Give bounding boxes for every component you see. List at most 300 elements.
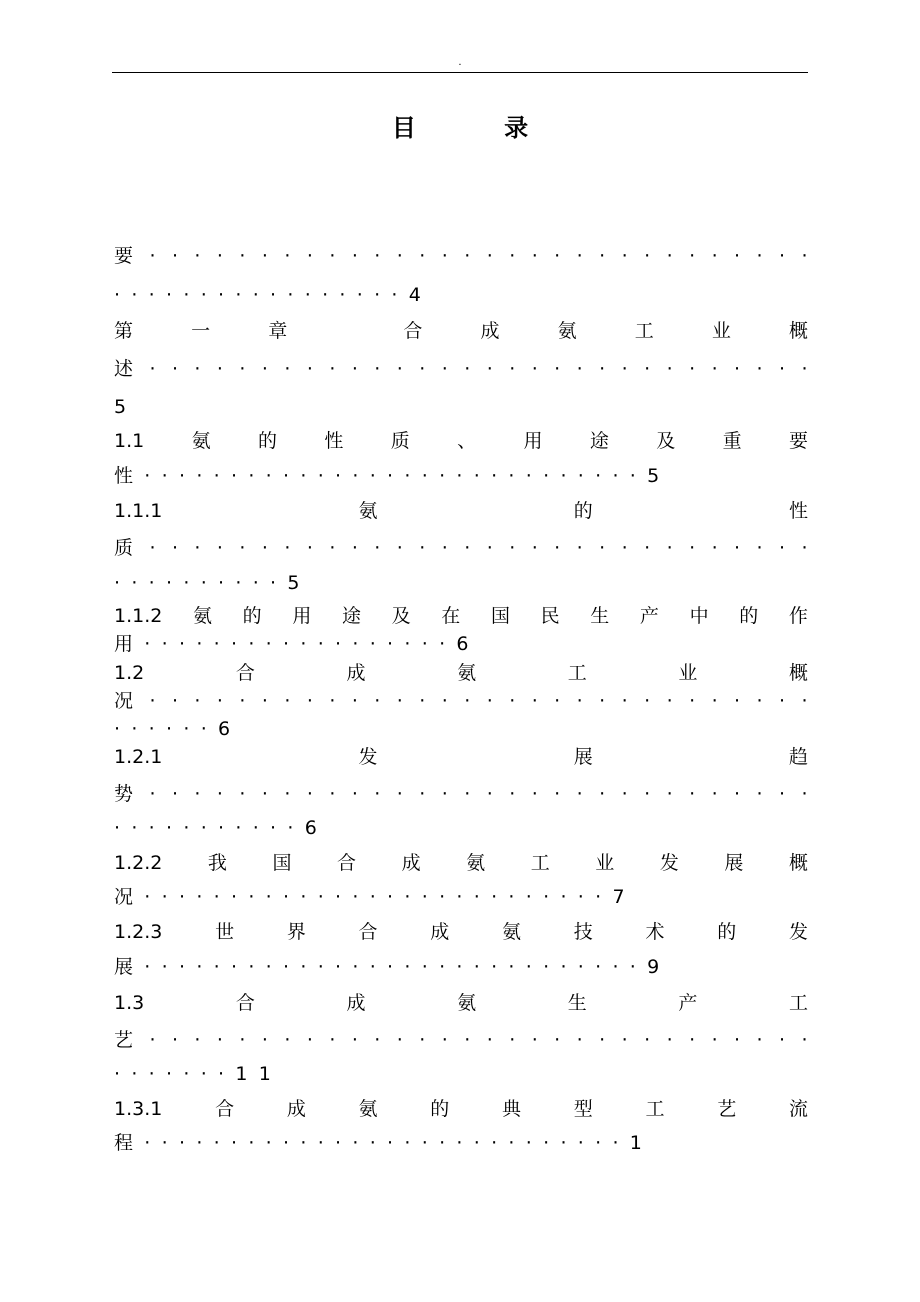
toc-token: 氨 — [193, 605, 213, 627]
leader-dot: · — [666, 245, 673, 267]
leader-dot: · — [801, 245, 808, 267]
leader-dot: · — [779, 537, 786, 559]
leader-dot: · — [239, 1029, 246, 1051]
leader-dot: · — [531, 783, 538, 805]
toc-line — [114, 1027, 808, 1053]
toc-line — [114, 781, 808, 807]
leader-dot: · — [621, 245, 628, 267]
leader-dot: · — [261, 783, 268, 805]
toc-line — [114, 688, 808, 714]
leader-dot: · — [216, 537, 223, 559]
leader-dot: · — [486, 690, 493, 712]
toc-token: 概 — [788, 320, 808, 342]
toc-line — [114, 1061, 808, 1087]
leader-dot: · — [396, 245, 403, 267]
leader-dot: · — [689, 245, 696, 267]
toc-token: 成 — [346, 992, 366, 1014]
leader-dot: · — [801, 358, 808, 380]
toc-token: 质 — [114, 537, 134, 559]
toc-line — [114, 603, 808, 629]
leader-dot: · — [666, 783, 673, 805]
leader-dot: · — [554, 537, 561, 559]
leader-dot: · — [239, 245, 246, 267]
leader-dot: · — [351, 358, 358, 380]
leader-dot: · — [239, 537, 246, 559]
toc-line — [114, 498, 808, 524]
leader-dot: · — [239, 690, 246, 712]
toc-token: 1.2.3 — [114, 921, 163, 943]
toc-line — [114, 744, 808, 770]
leader-dot: · — [374, 245, 381, 267]
leader-dot: · — [734, 1029, 741, 1051]
leader-dot: · — [306, 783, 313, 805]
toc-token: 氨 — [466, 852, 486, 874]
toc-line — [114, 884, 808, 910]
leader-dot: · — [284, 358, 291, 380]
leader-dot: · — [599, 358, 606, 380]
toc-line — [114, 428, 808, 454]
leader-dot: · — [441, 245, 448, 267]
toc-line — [114, 570, 808, 596]
leader-dot: · — [689, 783, 696, 805]
leader-dot: · — [464, 690, 471, 712]
leader-dot: · — [329, 358, 336, 380]
toc-text: ·······11 — [114, 1063, 283, 1085]
toc-token: 中 — [689, 605, 709, 627]
toc-line — [114, 463, 808, 489]
toc-text: ······6 — [114, 718, 242, 740]
leader-dot: · — [441, 537, 448, 559]
toc-token: 艺 — [717, 1098, 737, 1120]
leader-dot: · — [576, 690, 583, 712]
leader-dot: · — [284, 245, 291, 267]
leader-dot: · — [374, 358, 381, 380]
toc-token: 术 — [645, 921, 665, 943]
toc-text: 展·····························9 — [114, 956, 671, 978]
toc-token: 发 — [358, 746, 378, 768]
toc-token: 1.2 — [114, 662, 145, 684]
leader-dot: · — [801, 690, 808, 712]
toc-token: 章 — [268, 320, 288, 342]
leader-dot: · — [621, 1029, 628, 1051]
toc-text: 5 — [114, 396, 138, 418]
leader-dot: · — [441, 1029, 448, 1051]
leader-dot: · — [509, 358, 516, 380]
toc-token: 、 — [457, 430, 477, 452]
leader-dot: · — [149, 1029, 156, 1051]
toc-token: 1.3 — [114, 992, 145, 1014]
toc-text: ··········5 — [114, 572, 311, 594]
toc-token: 及 — [656, 430, 676, 452]
toc-token: 重 — [722, 430, 742, 452]
toc-text: ·················4 — [114, 284, 433, 306]
toc-token: 国 — [272, 852, 292, 874]
leader-dot: · — [621, 783, 628, 805]
leader-dot: · — [261, 1029, 268, 1051]
toc-token: 用 — [523, 430, 543, 452]
leader-dot: · — [171, 690, 178, 712]
leader-dot: · — [599, 245, 606, 267]
leader-dot: · — [486, 245, 493, 267]
leader-dot: · — [666, 1029, 673, 1051]
leader-dot: · — [351, 783, 358, 805]
toc-token: 业 — [711, 320, 731, 342]
toc-token: 1.1.2 — [114, 605, 163, 627]
leader-dot: · — [554, 245, 561, 267]
leader-dot: · — [711, 783, 718, 805]
leader-dot: · — [194, 245, 201, 267]
toc-line — [114, 282, 808, 308]
leader-dot: · — [621, 537, 628, 559]
leader-dot: · — [734, 690, 741, 712]
leader-dot: · — [396, 690, 403, 712]
leader-dot: · — [306, 245, 313, 267]
leader-dot: · — [576, 1029, 583, 1051]
toc-line — [114, 1130, 808, 1156]
leader-dot: · — [441, 358, 448, 380]
leader-dot: · — [554, 358, 561, 380]
leader-dot: · — [149, 245, 156, 267]
leader-dot: · — [486, 1029, 493, 1051]
toc-line — [114, 356, 808, 382]
toc-token: 工 — [645, 1098, 665, 1120]
toc-token: 成 — [346, 662, 366, 684]
toc-token: 1.1.1 — [114, 500, 163, 522]
leader-dot: · — [284, 1029, 291, 1051]
leader-dot: · — [194, 783, 201, 805]
header-rule — [112, 72, 808, 73]
leader-dot: · — [329, 783, 336, 805]
leader-dot: · — [306, 690, 313, 712]
toc-token: 1.1 — [114, 430, 145, 452]
leader-dot: · — [734, 245, 741, 267]
toc-token: 合 — [358, 921, 378, 943]
toc-token: 成 — [401, 852, 421, 874]
leader-dot: · — [509, 245, 516, 267]
toc-token: 途 — [341, 605, 361, 627]
leader-dot: · — [464, 537, 471, 559]
leader-dot: · — [149, 358, 156, 380]
leader-dot: · — [621, 690, 628, 712]
leader-dot: · — [374, 1029, 381, 1051]
toc-token: 展 — [573, 746, 593, 768]
leader-dot: · — [171, 358, 178, 380]
toc-token: 民 — [540, 605, 560, 627]
toc-token: 合 — [235, 662, 255, 684]
toc-token: 业 — [678, 662, 698, 684]
toc-token: 世 — [215, 921, 235, 943]
toc-token: 合 — [337, 852, 357, 874]
leader-dot: · — [419, 537, 426, 559]
toc-token: 展 — [724, 852, 744, 874]
toc-token: 的 — [573, 500, 593, 522]
leader-dot: · — [531, 537, 538, 559]
leader-dot: · — [216, 783, 223, 805]
leader-dot: · — [756, 783, 763, 805]
leader-dot: · — [711, 245, 718, 267]
toc-token: 氨 — [457, 992, 477, 1014]
leader-dot: · — [194, 537, 201, 559]
toc-line — [114, 535, 808, 561]
leader-dot: · — [531, 1029, 538, 1051]
leader-dot: · — [801, 537, 808, 559]
leader-dot: · — [351, 245, 358, 267]
toc-token: 的 — [242, 605, 262, 627]
leader-dot: · — [216, 245, 223, 267]
leader-dot: · — [396, 783, 403, 805]
leader-dot: · — [419, 1029, 426, 1051]
leader-dot: · — [554, 690, 561, 712]
leader-dot: · — [621, 358, 628, 380]
leader-dot: · — [171, 245, 178, 267]
leader-dot: · — [329, 690, 336, 712]
toc-token: 氨 — [557, 320, 577, 342]
toc-token: 流 — [788, 1098, 808, 1120]
toc-line — [114, 954, 808, 980]
leader-dot: · — [464, 1029, 471, 1051]
toc-token: 用 — [292, 605, 312, 627]
leader-dot: · — [396, 1029, 403, 1051]
leader-dot: · — [644, 690, 651, 712]
leader-dot: · — [509, 537, 516, 559]
toc-token: 概 — [788, 852, 808, 874]
toc-token: 作 — [788, 605, 808, 627]
toc-token: 成 — [430, 921, 450, 943]
toc-line — [114, 850, 808, 876]
leader-dot: · — [531, 358, 538, 380]
leader-dot: · — [644, 358, 651, 380]
leader-dot: · — [486, 783, 493, 805]
toc-token: 要 — [114, 245, 134, 267]
toc-token: 在 — [441, 605, 461, 627]
leader-dot: · — [464, 245, 471, 267]
toc-line — [114, 990, 808, 1016]
toc-token: 业 — [595, 852, 615, 874]
leader-dot: · — [666, 690, 673, 712]
leader-dot: · — [644, 783, 651, 805]
leader-dot: · — [576, 537, 583, 559]
toc-line — [114, 243, 808, 269]
leader-dot: · — [239, 358, 246, 380]
leader-dot: · — [419, 690, 426, 712]
toc-token: 发 — [659, 852, 679, 874]
leader-dot: · — [284, 690, 291, 712]
leader-dot: · — [576, 783, 583, 805]
leader-dot: · — [261, 245, 268, 267]
leader-dot: · — [666, 358, 673, 380]
leader-dot: · — [531, 245, 538, 267]
toc-token: 氨 — [457, 662, 477, 684]
toc-token: 合 — [235, 992, 255, 1014]
toc-token: 技 — [573, 921, 593, 943]
toc-token: 1.3.1 — [114, 1098, 163, 1120]
toc-token: 产 — [678, 992, 698, 1014]
toc-token: 工 — [567, 662, 587, 684]
toc-line — [114, 394, 808, 420]
toc-token: 的 — [430, 1098, 450, 1120]
leader-dot: · — [464, 358, 471, 380]
leader-dot: · — [261, 690, 268, 712]
header-mark: . — [458, 57, 462, 68]
toc-line — [114, 815, 808, 841]
toc-token: 的 — [257, 430, 277, 452]
leader-dot: · — [329, 1029, 336, 1051]
toc-token: 工 — [634, 320, 654, 342]
leader-dot: · — [689, 690, 696, 712]
leader-dot: · — [171, 783, 178, 805]
leader-dot: · — [171, 1029, 178, 1051]
leader-dot: · — [734, 783, 741, 805]
toc-token: 氨 — [191, 430, 211, 452]
leader-dot: · — [801, 783, 808, 805]
leader-dot: · — [441, 690, 448, 712]
leader-dot: · — [396, 537, 403, 559]
leader-dot: · — [756, 245, 763, 267]
toc-token: 1.2.2 — [114, 852, 163, 874]
leader-dot: · — [711, 690, 718, 712]
leader-dot: · — [666, 537, 673, 559]
leader-dot: · — [216, 690, 223, 712]
leader-dot: · — [351, 1029, 358, 1051]
leader-dot: · — [486, 537, 493, 559]
leader-dot: · — [329, 245, 336, 267]
leader-dot: · — [374, 690, 381, 712]
toc-token: 1.2.1 — [114, 746, 163, 768]
leader-dot: · — [644, 245, 651, 267]
toc-token: 型 — [573, 1098, 593, 1120]
leader-dot: · — [306, 358, 313, 380]
toc-text: ···········6 — [114, 817, 329, 839]
leader-dot: · — [779, 783, 786, 805]
toc-token: 合 — [403, 320, 423, 342]
leader-dot: · — [239, 783, 246, 805]
leader-dot: · — [419, 245, 426, 267]
toc-token: 发 — [788, 921, 808, 943]
leader-dot: · — [329, 537, 336, 559]
toc-token: 界 — [286, 921, 306, 943]
toc-token: 生 — [590, 605, 610, 627]
toc-token: 第 — [114, 320, 134, 342]
toc-token: 述 — [114, 358, 134, 380]
leader-dot: · — [779, 690, 786, 712]
toc-token: 产 — [639, 605, 659, 627]
toc-token: 氨 — [358, 1098, 378, 1120]
toc-token: 我 — [207, 852, 227, 874]
leader-dot: · — [554, 1029, 561, 1051]
leader-dot: · — [284, 783, 291, 805]
leader-dot: · — [711, 1029, 718, 1051]
leader-dot: · — [711, 537, 718, 559]
leader-dot: · — [779, 1029, 786, 1051]
leader-dot: · — [486, 358, 493, 380]
leader-dot: · — [351, 690, 358, 712]
leader-dot: · — [689, 358, 696, 380]
toc-token: 要 — [788, 430, 808, 452]
leader-dot: · — [509, 783, 516, 805]
toc-line — [114, 919, 808, 945]
toc-token: 性 — [788, 500, 808, 522]
toc-line — [114, 631, 808, 657]
leader-dot: · — [576, 358, 583, 380]
leader-dot: · — [599, 537, 606, 559]
toc-token: 典 — [502, 1098, 522, 1120]
toc-token: 合 — [215, 1098, 235, 1120]
leader-dot: · — [464, 783, 471, 805]
leader-dot: · — [599, 783, 606, 805]
toc-line — [114, 318, 808, 344]
leader-dot: · — [284, 537, 291, 559]
leader-dot: · — [644, 537, 651, 559]
toc-token: 趋 — [788, 746, 808, 768]
leader-dot: · — [756, 690, 763, 712]
leader-dot: · — [801, 1029, 808, 1051]
toc-line — [114, 1096, 808, 1122]
page-title: 目 录 — [391, 114, 569, 142]
leader-dot: · — [306, 1029, 313, 1051]
toc-token: 氨 — [358, 500, 378, 522]
leader-dot: · — [509, 1029, 516, 1051]
toc-token: 的 — [717, 921, 737, 943]
leader-dot: · — [419, 783, 426, 805]
leader-dot: · — [374, 537, 381, 559]
toc-token: 成 — [480, 320, 500, 342]
toc-token: 性 — [324, 430, 344, 452]
toc-token: 成 — [286, 1098, 306, 1120]
toc-token: 氨 — [502, 921, 522, 943]
toc-token: 概 — [788, 662, 808, 684]
leader-dot: · — [261, 537, 268, 559]
toc-token: 及 — [391, 605, 411, 627]
leader-dot: · — [216, 1029, 223, 1051]
leader-dot: · — [306, 537, 313, 559]
toc-token: 生 — [567, 992, 587, 1014]
toc-token: 工 — [788, 992, 808, 1014]
leader-dot: · — [779, 358, 786, 380]
leader-dot: · — [756, 537, 763, 559]
toc-text: 况···························7 — [114, 886, 636, 908]
toc-line — [114, 660, 808, 686]
leader-dot: · — [216, 358, 223, 380]
toc-line — [114, 716, 808, 742]
toc-token: 艺 — [114, 1029, 134, 1051]
leader-dot: · — [351, 537, 358, 559]
leader-dot: · — [531, 690, 538, 712]
toc-text: 程····························1 — [114, 1132, 654, 1154]
toc-token: 国 — [490, 605, 510, 627]
leader-dot: · — [194, 1029, 201, 1051]
leader-dot: · — [194, 690, 201, 712]
leader-dot: · — [734, 537, 741, 559]
leader-dot: · — [756, 1029, 763, 1051]
leader-dot: · — [171, 537, 178, 559]
toc-text: 用··················6 — [114, 633, 480, 655]
leader-dot: · — [711, 358, 718, 380]
leader-dot: · — [149, 537, 156, 559]
toc-token: 工 — [530, 852, 550, 874]
toc-token: 况 — [114, 690, 134, 712]
leader-dot: · — [554, 783, 561, 805]
leader-dot: · — [149, 783, 156, 805]
leader-dot: · — [576, 245, 583, 267]
toc-token: 的 — [739, 605, 759, 627]
toc-text: 性·····························5 — [114, 465, 671, 487]
leader-dot: · — [509, 690, 516, 712]
leader-dot: · — [441, 783, 448, 805]
toc-token: 势 — [114, 783, 134, 805]
leader-dot: · — [734, 358, 741, 380]
leader-dot: · — [419, 358, 426, 380]
toc-token: 一 — [191, 320, 211, 342]
